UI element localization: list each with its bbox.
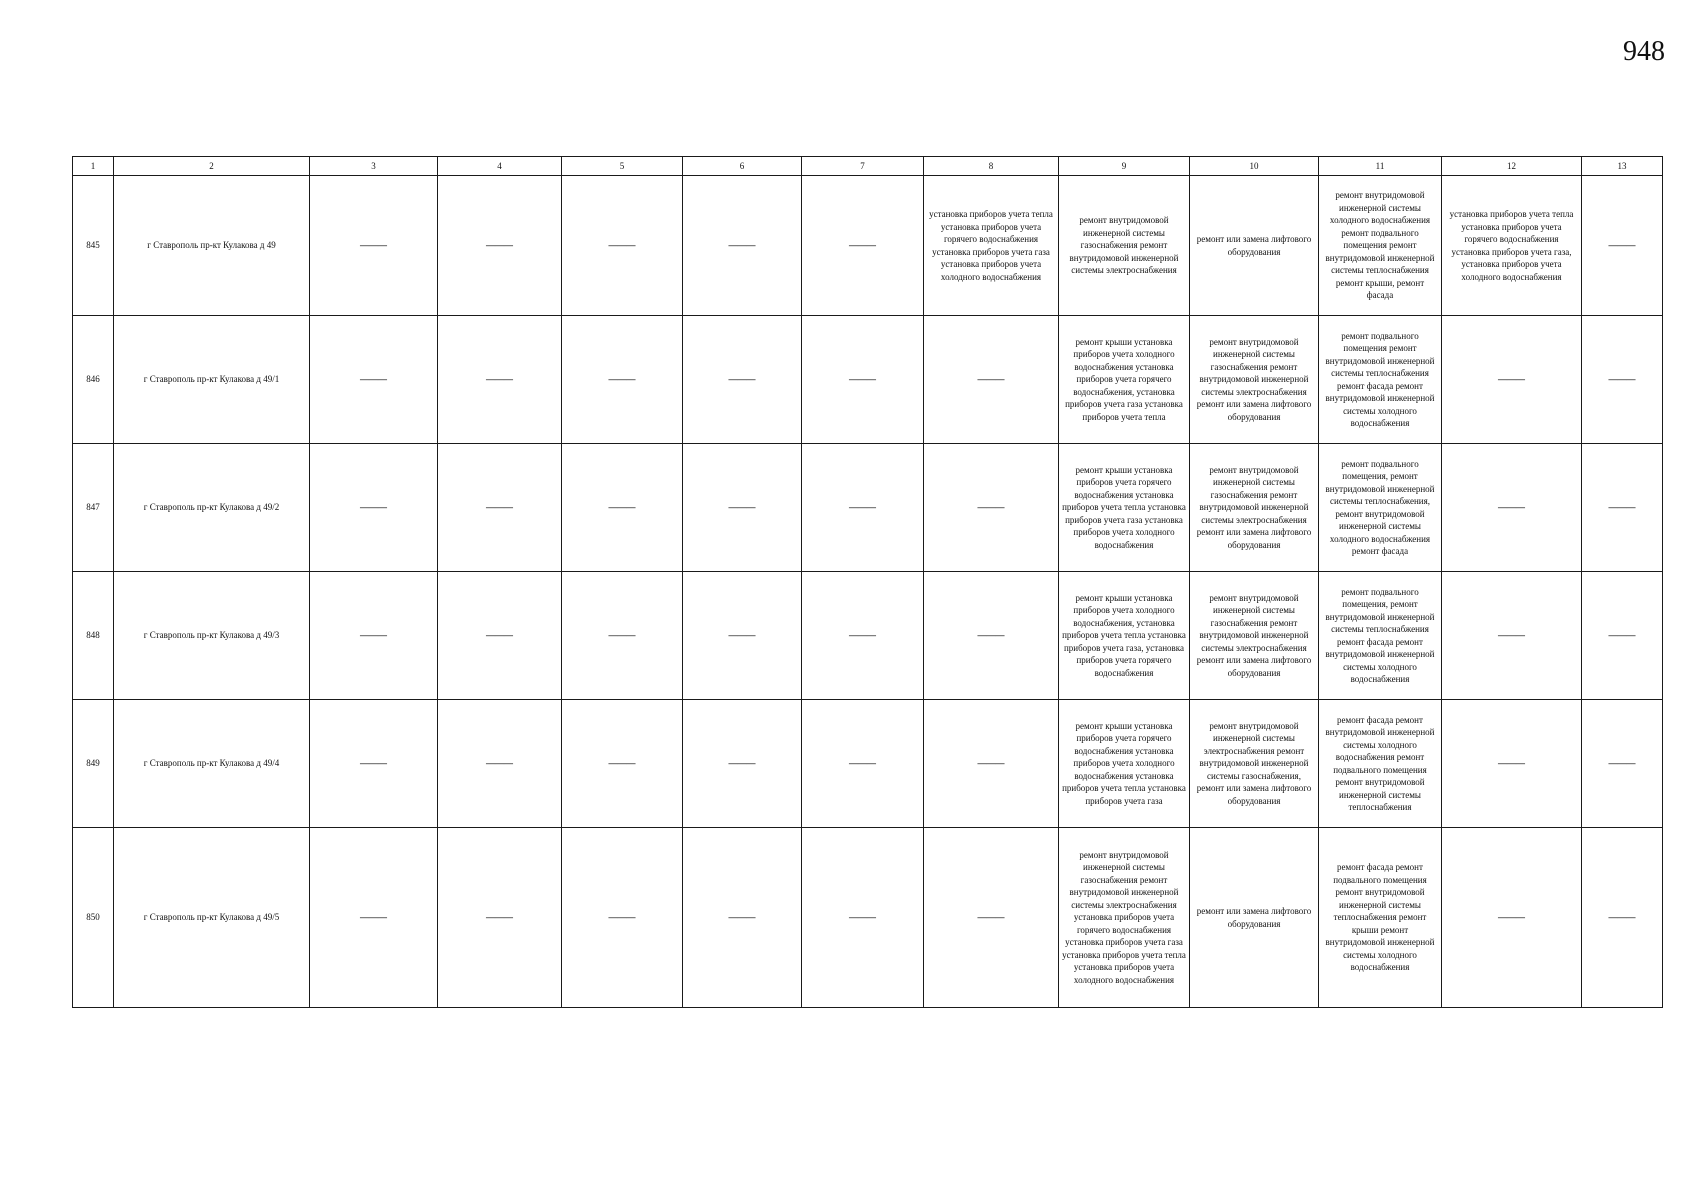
empty-cell: ——— [1442, 572, 1582, 700]
empty-cell: ——— [1582, 176, 1663, 316]
empty-cell: ——— [1582, 572, 1663, 700]
column-header: 6 [683, 157, 802, 176]
work-cell: ремонт подвального помещения, ремонт внутридомовой инженерной системы теплоснабжения, ремонт внутридомовой инженерной системы холодного водоснабжения ремонт фасада [1319, 444, 1442, 572]
building-address: г Ставрополь пр-кт Кулакова д 49/2 [114, 444, 310, 572]
work-cell: ремонт фасада ремонт подвального помещения ремонт внутридомовой инженерной системы теплоснабжения ремонт крыши ремонт внутридомовой инженерной системы холодного водоснабжения [1319, 828, 1442, 1008]
column-header: 8 [924, 157, 1059, 176]
empty-cell: ——— [802, 444, 924, 572]
table-row [73, 316, 1663, 444]
column-header: 12 [1442, 157, 1582, 176]
column-header: 5 [562, 157, 683, 176]
building-address: г Ставрополь пр-кт Кулакова д 49 [114, 176, 310, 316]
work-cell: ремонт внутридомовой инженерной системы газоснабжения ремонт внутридомовой инженерной системы электроснабжения [1059, 176, 1190, 316]
column-number-row [73, 157, 1663, 176]
empty-cell: ——— [683, 316, 802, 444]
empty-cell: ——— [310, 700, 438, 828]
empty-cell: ——— [310, 316, 438, 444]
work-cell: ремонт фасада ремонт внутридомовой инженерной системы холодного водоснабжения ремонт подвального помещения ремонт внутридомовой инженерной системы теплоснабжения [1319, 700, 1442, 828]
table-row [73, 572, 1663, 700]
page-number: 948 [1623, 36, 1665, 67]
empty-cell: ——— [438, 176, 562, 316]
empty-cell: ——— [924, 700, 1059, 828]
repair-schedule-table [72, 156, 1663, 1008]
empty-cell: ——— [310, 176, 438, 316]
empty-cell: ——— [1442, 444, 1582, 572]
empty-cell: ——— [924, 316, 1059, 444]
empty-cell: ——— [683, 572, 802, 700]
table-row [73, 700, 1663, 828]
work-cell: ремонт крыши установка приборов учета горячего водоснабжения установка приборов учета тепла установка приборов учета газа установка приборов учета холодного водоснабжения [1059, 444, 1190, 572]
table-row [73, 828, 1663, 1008]
empty-cell: ——— [562, 700, 683, 828]
empty-cell: ——— [1442, 828, 1582, 1008]
table-row [73, 176, 1663, 316]
empty-cell: ——— [802, 828, 924, 1008]
empty-cell: ——— [562, 572, 683, 700]
building-address: г Ставрополь пр-кт Кулакова д 49/5 [114, 828, 310, 1008]
work-cell: ремонт или замена лифтового оборудования [1190, 828, 1319, 1008]
column-header: 9 [1059, 157, 1190, 176]
column-header: 11 [1319, 157, 1442, 176]
work-cell: ремонт внутридомовой инженерной системы холодного водоснабжения ремонт подвального помещения ремонт внутридомовой инженерной системы теплоснабжения ремонт крыши, ремонт фасада [1319, 176, 1442, 316]
empty-cell: ——— [1442, 316, 1582, 444]
empty-cell: ——— [562, 316, 683, 444]
empty-cell: ——— [438, 316, 562, 444]
empty-cell: ——— [683, 176, 802, 316]
empty-cell: ——— [310, 828, 438, 1008]
empty-cell: ——— [924, 828, 1059, 1008]
work-cell: ремонт крыши установка приборов учета горячего водоснабжения установка приборов учета холодного водоснабжения установка приборов учета тепла установка приборов учета газа [1059, 700, 1190, 828]
work-cell: ремонт внутридомовой инженерной системы газоснабжения ремонт внутридомовой инженерной системы электроснабжения ремонт или замена лифтового оборудования [1190, 572, 1319, 700]
work-cell: ремонт подвального помещения ремонт внутридомовой инженерной системы теплоснабжения ремонт фасада ремонт внутридомовой инженерной системы холодного водоснабжения [1319, 316, 1442, 444]
row-number: 850 [73, 828, 114, 1008]
empty-cell: ——— [683, 700, 802, 828]
empty-cell: ——— [924, 572, 1059, 700]
empty-cell: ——— [438, 572, 562, 700]
empty-cell: ——— [310, 444, 438, 572]
row-number: 847 [73, 444, 114, 572]
work-cell: ремонт подвального помещения, ремонт внутридомовой инженерной системы теплоснабжения ремонт фасада ремонт внутридомовой инженерной системы холодного водоснабжения [1319, 572, 1442, 700]
empty-cell: ——— [1582, 700, 1663, 828]
row-number: 849 [73, 700, 114, 828]
row-number: 848 [73, 572, 114, 700]
empty-cell: ——— [1582, 316, 1663, 444]
building-address: г Ставрополь пр-кт Кулакова д 49/1 [114, 316, 310, 444]
column-header: 10 [1190, 157, 1319, 176]
empty-cell: ——— [683, 828, 802, 1008]
work-cell: ремонт внутридомовой инженерной системы газоснабжения ремонт внутридомовой инженерной системы электроснабжения установка приборов учета горячего водоснабжения установка приборов учета газа установка приборов учета тепла установка приборов учета холодного водоснабжения [1059, 828, 1190, 1008]
row-number: 846 [73, 316, 114, 444]
column-header: 7 [802, 157, 924, 176]
row-number: 845 [73, 176, 114, 316]
empty-cell: ——— [438, 828, 562, 1008]
column-header: 3 [310, 157, 438, 176]
empty-cell: ——— [802, 572, 924, 700]
empty-cell: ——— [1582, 828, 1663, 1008]
empty-cell: ——— [924, 444, 1059, 572]
empty-cell: ——— [802, 316, 924, 444]
empty-cell: ——— [310, 572, 438, 700]
empty-cell: ——— [802, 176, 924, 316]
empty-cell: ——— [438, 700, 562, 828]
column-header: 4 [438, 157, 562, 176]
table-row [73, 444, 1663, 572]
empty-cell: ——— [1582, 444, 1663, 572]
column-header: 13 [1582, 157, 1663, 176]
column-header: 2 [114, 157, 310, 176]
work-cell: ремонт или замена лифтового оборудования [1190, 176, 1319, 316]
work-cell: ремонт внутридомовой инженерной системы электроснабжения ремонт внутридомовой инженерной системы газоснабжения, ремонт или замена лифтового оборудования [1190, 700, 1319, 828]
work-cell: установка приборов учета тепла установка приборов учета горячего водоснабжения установка приборов учета газа установка приборов учета холодного водоснабжения [924, 176, 1059, 316]
work-cell: ремонт внутридомовой инженерной системы газоснабжения ремонт внутридомовой инженерной системы электроснабжения ремонт или замена лифтового оборудования [1190, 316, 1319, 444]
building-address: г Ставрополь пр-кт Кулакова д 49/4 [114, 700, 310, 828]
work-cell: ремонт крыши установка приборов учета холодного водоснабжения, установка приборов учета тепла установка приборов учета газа, установка приборов учета горячего водоснабжения [1059, 572, 1190, 700]
work-cell: ремонт крыши установка приборов учета холодного водоснабжения установка приборов учета горячего водоснабжения, установка приборов учета газа установка приборов учета тепла [1059, 316, 1190, 444]
empty-cell: ——— [1442, 700, 1582, 828]
empty-cell: ——— [562, 828, 683, 1008]
empty-cell: ——— [683, 444, 802, 572]
work-cell: ремонт внутридомовой инженерной системы газоснабжения ремонт внутридомовой инженерной системы электроснабжения ремонт или замена лифтового оборудования [1190, 444, 1319, 572]
building-address: г Ставрополь пр-кт Кулакова д 49/3 [114, 572, 310, 700]
empty-cell: ——— [438, 444, 562, 572]
empty-cell: ——— [562, 444, 683, 572]
empty-cell: ——— [802, 700, 924, 828]
column-header: 1 [73, 157, 114, 176]
empty-cell: ——— [562, 176, 683, 316]
work-cell: установка приборов учета тепла установка приборов учета горячего водоснабжения установка приборов учета газа, установка приборов учета холодного водоснабжения [1442, 176, 1582, 316]
